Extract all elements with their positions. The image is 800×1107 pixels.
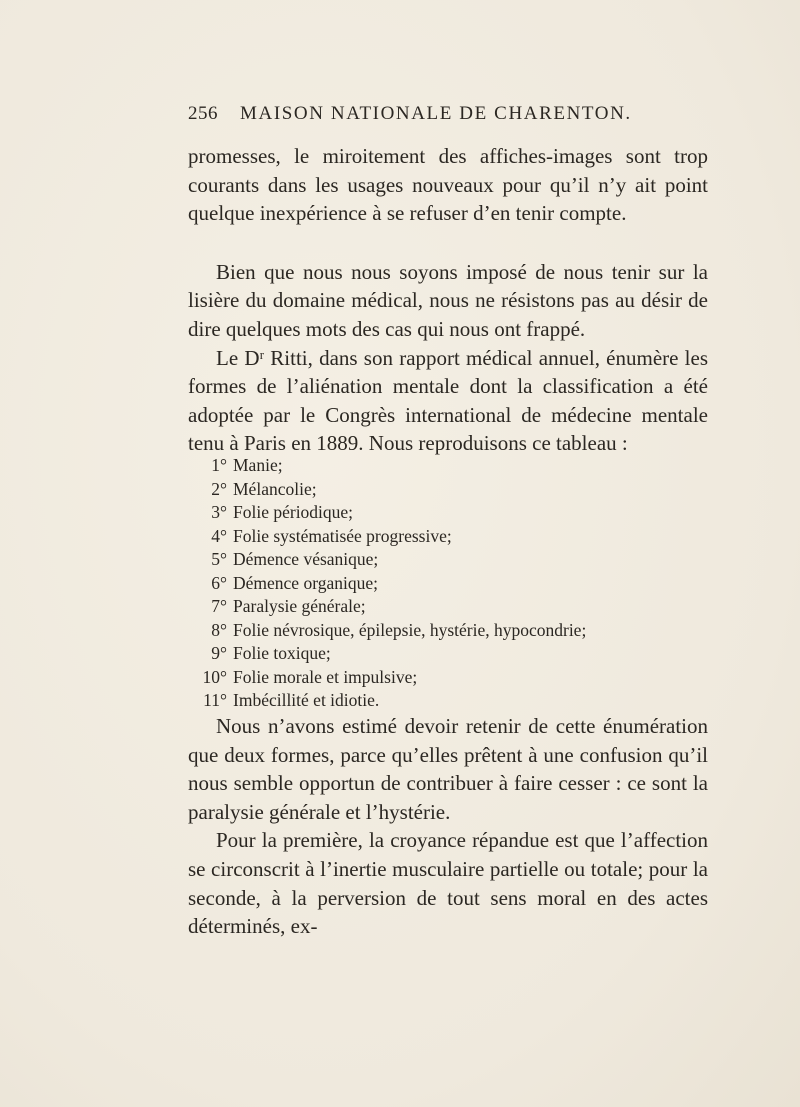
paragraph-ritti: Le Dʳ Ritti, dans son rapport médical annuel, énumère les formes de l’aliénation mentale dont la classification a été adoptée par le Congrès international de médecine mentale tenu à Paris en 1889. Nous reproduisons ce tableau : [188,345,708,456]
running-title: MAISON NATIONALE DE CHARENTON. [240,103,632,124]
list-label: Folie périodique; [233,502,354,522]
list-item [188,501,708,525]
page-header [188,103,708,129]
list-label: Folie toxique; [233,643,331,663]
list-item [188,454,708,478]
list-label: Folie névrosique, épilepsie, hystérie, hypocondrie; [233,619,587,640]
list-number: 6° [211,572,227,593]
classification-list [188,454,708,713]
list-number: 5° [211,549,227,569]
paragraph-continuation: promesses, le miroitement des affiches-images sont trop courants dans les usages nouveaux pour qu’il n’y ait point quelque inexpérience à se refuser d’en tenir compte. [188,144,708,226]
text-block-bottom [188,712,708,941]
paragraph-intro: Bien que nous nous soyons imposé de nous tenir sur la lisière du domaine médical, nous ne résistons pas au désir de dire quelques mots des cas qui nous ont frappé. [188,259,708,341]
text-block-top [188,142,708,458]
list-item [188,548,708,572]
list-item [188,525,708,549]
list-item [188,478,708,502]
list-label: Folie morale et impulsive; [233,666,418,687]
list-label: Imbécillité et idiotie. [233,690,380,710]
paragraph-conclusion: Nous n’avons estimé devoir retenir de cette énumération que deux formes, parce qu’elles prêtent à une confusion qu’il nous semble opportun de contribuer à faire cesser : ce sont la paralysie générale et l’hystérie. [188,714,708,824]
list-item [188,595,708,619]
list-number: 9° [211,643,227,663]
list-label: Folie systématisée progressive; [233,525,452,546]
list-number: 3° [211,502,227,522]
list-item [188,666,708,690]
list-item [188,642,708,666]
list-label: Démence organique; [233,572,378,593]
list-number: 8° [211,619,227,640]
list-number: 2° [211,478,227,499]
list-item [188,572,708,596]
list-item [188,619,708,643]
list-number: 10° [202,666,227,687]
list-number: 1° [211,455,227,475]
list-label: Mélancolie; [233,478,317,499]
list-number: 7° [211,596,227,616]
list-item [188,689,708,713]
list-number: 4° [211,525,227,546]
list-label: Paralysie générale; [233,596,366,616]
list-label: Démence vésanique; [233,549,379,569]
paragraph-first-form: Pour la première, la croyance répandue est que l’affection se circonscrit à l’inertie musculaire partielle ou totale; pour la seconde, à la perversion de tout sens moral en des actes déterminés, ex- [188,828,708,939]
list-number: 11° [203,690,227,710]
page-number: 256 [188,103,218,124]
list-label: Manie; [233,455,283,475]
